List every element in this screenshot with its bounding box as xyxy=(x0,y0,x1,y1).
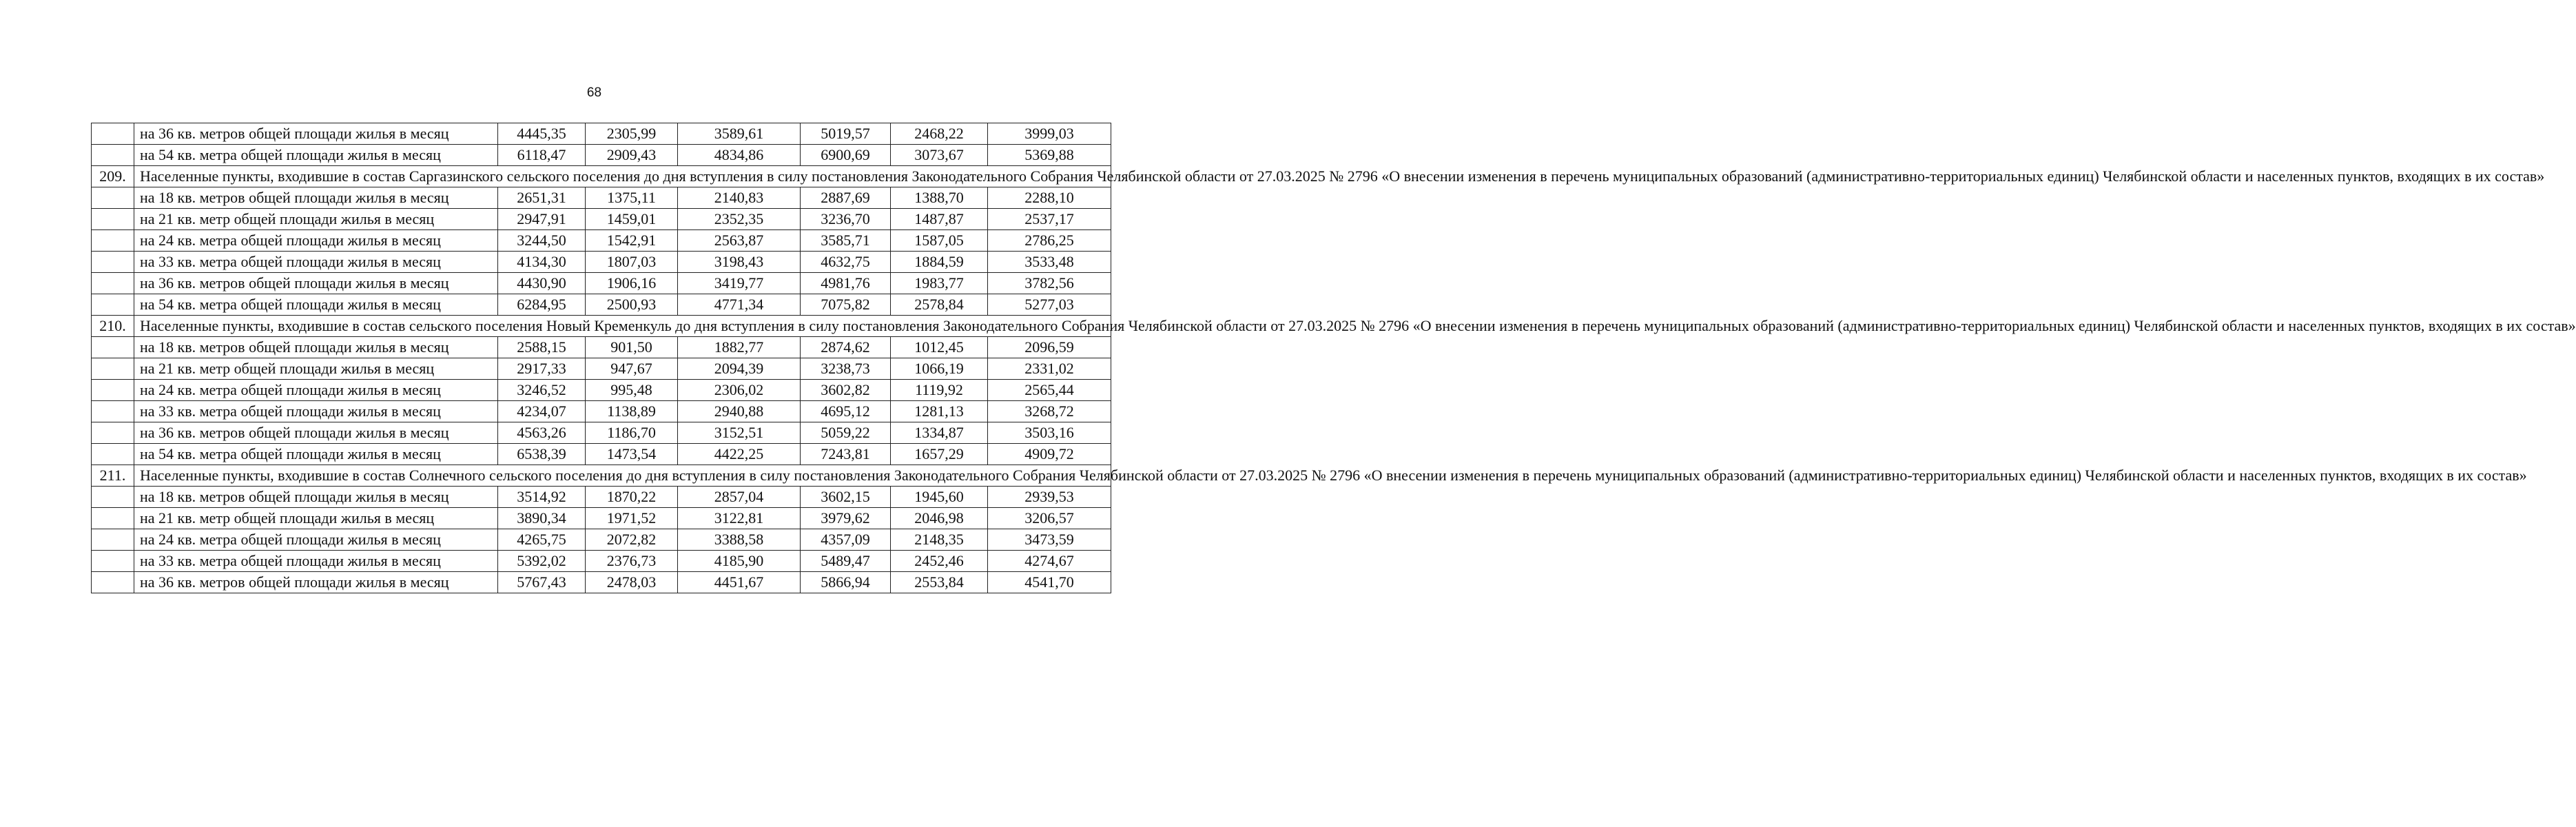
table-row xyxy=(92,487,1111,508)
value-cell: 3206,57 xyxy=(988,508,1111,529)
value-cell: 2563,87 xyxy=(678,230,801,252)
row-label: на 54 кв. метра общей площади жилья в месяц xyxy=(134,294,498,316)
value-cell: 2046,98 xyxy=(891,508,988,529)
value-cell: 1388,70 xyxy=(891,187,988,209)
value-cell: 2352,35 xyxy=(678,209,801,230)
value-cell: 1066,19 xyxy=(891,358,988,380)
table-row xyxy=(92,252,1111,273)
value-cell: 3585,71 xyxy=(801,230,891,252)
value-cell: 5277,03 xyxy=(988,294,1111,316)
value-cell: 3198,43 xyxy=(678,252,801,273)
value-cell: 2947,91 xyxy=(498,209,586,230)
row-label: на 21 кв. метр общей площади жилья в месяц xyxy=(134,209,498,230)
value-cell: 2917,33 xyxy=(498,358,586,380)
value-cell: 2786,25 xyxy=(988,230,1111,252)
value-cell: 5767,43 xyxy=(498,572,586,593)
value-cell: 6900,69 xyxy=(801,145,891,166)
section-number: 209. xyxy=(92,166,134,187)
value-cell: 4451,67 xyxy=(678,572,801,593)
row-number-cell xyxy=(92,187,134,209)
value-cell: 5369,88 xyxy=(988,145,1111,166)
value-cell: 901,50 xyxy=(586,337,678,358)
value-cell: 4632,75 xyxy=(801,252,891,273)
row-label: на 54 кв. метра общей площади жилья в месяц xyxy=(134,145,498,166)
value-cell: 2094,39 xyxy=(678,358,801,380)
row-number-cell xyxy=(92,145,134,166)
value-cell: 4909,72 xyxy=(988,444,1111,465)
value-cell: 1882,77 xyxy=(678,337,801,358)
tariff-table xyxy=(91,123,2576,593)
value-cell: 4430,90 xyxy=(498,273,586,294)
value-cell: 1807,03 xyxy=(586,252,678,273)
value-cell: 1138,89 xyxy=(586,401,678,422)
value-cell: 3503,16 xyxy=(988,422,1111,444)
row-label: на 21 кв. метр общей площади жилья в месяц xyxy=(134,358,498,380)
value-cell: 1281,13 xyxy=(891,401,988,422)
row-number-cell xyxy=(92,444,134,465)
table-row xyxy=(92,551,1111,572)
value-cell: 4274,67 xyxy=(988,551,1111,572)
value-cell: 1587,05 xyxy=(891,230,988,252)
value-cell: 1870,22 xyxy=(586,487,678,508)
value-cell: 4695,12 xyxy=(801,401,891,422)
value-cell: 2331,02 xyxy=(988,358,1111,380)
row-label: на 36 кв. метров общей площади жилья в месяц xyxy=(134,273,498,294)
value-cell: 4134,30 xyxy=(498,252,586,273)
value-cell: 2288,10 xyxy=(988,187,1111,209)
value-cell: 5019,57 xyxy=(801,123,891,145)
section-description: Населенные пункты, входившие в состав Саргазинского сельского поселения до дня вступления в силу постановления Законодательного Собрания Челябинской области от 27.03.2025 № 2796 «О внесении изменения в перечень муниципальных образований (административно-территориальных единиц) Челябинской области и населенных пунктов, входящих в их состав» xyxy=(134,166,1111,187)
value-cell: 7243,81 xyxy=(801,444,891,465)
value-cell: 4185,90 xyxy=(678,551,801,572)
value-cell: 4265,75 xyxy=(498,529,586,551)
row-number-cell xyxy=(92,123,134,145)
table-row xyxy=(92,273,1111,294)
value-cell: 3602,15 xyxy=(801,487,891,508)
row-label: на 36 кв. метров общей площади жилья в месяц xyxy=(134,572,498,593)
row-number-cell xyxy=(92,529,134,551)
value-cell: 1119,92 xyxy=(891,380,988,401)
row-label: на 18 кв. метров общей площади жилья в месяц xyxy=(134,187,498,209)
value-cell: 1657,29 xyxy=(891,444,988,465)
row-label: на 33 кв. метра общей площади жилья в месяц xyxy=(134,551,498,572)
row-label: на 21 кв. метр общей площади жилья в месяц xyxy=(134,508,498,529)
value-cell: 2148,35 xyxy=(891,529,988,551)
value-cell: 4445,35 xyxy=(498,123,586,145)
table-row xyxy=(92,572,1111,593)
value-cell: 4422,25 xyxy=(678,444,801,465)
row-number-cell xyxy=(92,572,134,593)
value-cell: 1906,16 xyxy=(586,273,678,294)
value-cell: 2909,43 xyxy=(586,145,678,166)
value-cell: 3073,67 xyxy=(891,145,988,166)
table-row xyxy=(92,337,1111,358)
value-cell: 3533,48 xyxy=(988,252,1111,273)
value-cell: 3236,70 xyxy=(801,209,891,230)
value-cell: 2452,46 xyxy=(891,551,988,572)
row-label: на 54 кв. метра общей площади жилья в месяц xyxy=(134,444,498,465)
value-cell: 1983,77 xyxy=(891,273,988,294)
section-number: 210. xyxy=(92,316,134,337)
row-number-cell xyxy=(92,358,134,380)
value-cell: 1945,60 xyxy=(891,487,988,508)
row-label: на 18 кв. метров общей площади жилья в месяц xyxy=(134,487,498,508)
page-number: 68 xyxy=(586,85,602,100)
row-number-cell xyxy=(92,422,134,444)
row-label: на 24 кв. метра общей площади жилья в месяц xyxy=(134,529,498,551)
value-cell: 3602,82 xyxy=(801,380,891,401)
value-cell: 2578,84 xyxy=(891,294,988,316)
value-cell: 2072,82 xyxy=(586,529,678,551)
row-number-cell xyxy=(92,508,134,529)
value-cell: 7075,82 xyxy=(801,294,891,316)
value-cell: 5866,94 xyxy=(801,572,891,593)
value-cell: 2478,03 xyxy=(586,572,678,593)
table-row xyxy=(92,230,1111,252)
value-cell: 2887,69 xyxy=(801,187,891,209)
row-number-cell xyxy=(92,401,134,422)
value-cell: 2096,59 xyxy=(988,337,1111,358)
value-cell: 1487,87 xyxy=(891,209,988,230)
row-number-cell xyxy=(92,230,134,252)
value-cell: 2939,53 xyxy=(988,487,1111,508)
value-cell: 1542,91 xyxy=(586,230,678,252)
table-body xyxy=(92,123,2576,593)
value-cell: 3589,61 xyxy=(678,123,801,145)
section-description: Населенные пункты, входившие в состав Солнечного сельского поселения до дня вступления в силу постановления Законодательного Собрания Челябинской области от 27.03.2025 № 2796 «О внесении изменения в перечень муниципальных образований (административно-территориальных единиц) Челябинской области и населенных пунктов, входящих в их состав» xyxy=(134,465,1111,487)
value-cell: 2940,88 xyxy=(678,401,801,422)
row-number-cell xyxy=(92,209,134,230)
table-row xyxy=(92,529,1111,551)
table-row xyxy=(92,508,1111,529)
row-label: на 18 кв. метров общей площади жилья в месяц xyxy=(134,337,498,358)
value-cell: 4771,34 xyxy=(678,294,801,316)
value-cell: 3268,72 xyxy=(988,401,1111,422)
value-cell: 3890,34 xyxy=(498,508,586,529)
value-cell: 947,67 xyxy=(586,358,678,380)
value-cell: 2306,02 xyxy=(678,380,801,401)
row-number-cell xyxy=(92,337,134,358)
value-cell: 1459,01 xyxy=(586,209,678,230)
value-cell: 1473,54 xyxy=(586,444,678,465)
value-cell: 2857,04 xyxy=(678,487,801,508)
value-cell: 5489,47 xyxy=(801,551,891,572)
value-cell: 2500,93 xyxy=(586,294,678,316)
row-number-cell xyxy=(92,380,134,401)
value-cell: 3246,52 xyxy=(498,380,586,401)
value-cell: 2305,99 xyxy=(586,123,678,145)
section-header-row xyxy=(92,465,1111,487)
value-cell: 6118,47 xyxy=(498,145,586,166)
value-cell: 1186,70 xyxy=(586,422,678,444)
value-cell: 1971,52 xyxy=(586,508,678,529)
row-number-cell xyxy=(92,487,134,508)
value-cell: 2651,31 xyxy=(498,187,586,209)
value-cell: 2376,73 xyxy=(586,551,678,572)
value-cell: 1012,45 xyxy=(891,337,988,358)
row-number-cell xyxy=(92,252,134,273)
table-row xyxy=(92,444,1111,465)
row-label: на 33 кв. метра общей площади жилья в месяц xyxy=(134,252,498,273)
value-cell: 2140,83 xyxy=(678,187,801,209)
row-label: на 36 кв. метров общей площади жилья в месяц xyxy=(134,123,498,145)
row-label: на 24 кв. метра общей площади жилья в месяц xyxy=(134,380,498,401)
value-cell: 2874,62 xyxy=(801,337,891,358)
value-cell: 3514,92 xyxy=(498,487,586,508)
value-cell: 5059,22 xyxy=(801,422,891,444)
value-cell: 4541,70 xyxy=(988,572,1111,593)
value-cell: 3238,73 xyxy=(801,358,891,380)
section-header-row xyxy=(92,166,1111,187)
value-cell: 1334,87 xyxy=(891,422,988,444)
row-label: на 24 кв. метра общей площади жилья в месяц xyxy=(134,230,498,252)
table-row xyxy=(92,401,1111,422)
value-cell: 1375,11 xyxy=(586,187,678,209)
table-row xyxy=(92,358,1111,380)
value-cell: 1884,59 xyxy=(891,252,988,273)
value-cell: 3244,50 xyxy=(498,230,586,252)
row-label: на 36 кв. метров общей площади жилья в месяц xyxy=(134,422,498,444)
value-cell: 3782,56 xyxy=(988,273,1111,294)
value-cell: 6538,39 xyxy=(498,444,586,465)
value-cell: 995,48 xyxy=(586,380,678,401)
table-row xyxy=(92,294,1111,316)
value-cell: 4357,09 xyxy=(801,529,891,551)
value-cell: 3388,58 xyxy=(678,529,801,551)
table-row xyxy=(92,209,1111,230)
value-cell: 3122,81 xyxy=(678,508,801,529)
value-cell: 2537,17 xyxy=(988,209,1111,230)
value-cell: 3999,03 xyxy=(988,123,1111,145)
section-description: Населенные пункты, входившие в состав сельского поселения Новый Кременкуль до дня вступления в силу постановления Законодательного Собрания Челябинской области от 27.03.2025 № 2796 «О внесении изменения в перечень муниципальных образований (административно-территориальных единиц) Челябинской области и населенных пунктов, входящих в их состав» xyxy=(134,316,1111,337)
value-cell: 5392,02 xyxy=(498,551,586,572)
row-number-cell xyxy=(92,273,134,294)
value-cell: 2553,84 xyxy=(891,572,988,593)
value-cell: 2565,44 xyxy=(988,380,1111,401)
value-cell: 3152,51 xyxy=(678,422,801,444)
row-number-cell xyxy=(92,551,134,572)
table-row xyxy=(92,123,1111,145)
value-cell: 2468,22 xyxy=(891,123,988,145)
value-cell: 3473,59 xyxy=(988,529,1111,551)
value-cell: 6284,95 xyxy=(498,294,586,316)
section-header-row xyxy=(92,316,1111,337)
value-cell: 2588,15 xyxy=(498,337,586,358)
value-cell: 4834,86 xyxy=(678,145,801,166)
table-row xyxy=(92,187,1111,209)
value-cell: 4234,07 xyxy=(498,401,586,422)
value-cell: 4563,26 xyxy=(498,422,586,444)
table-row xyxy=(92,145,1111,166)
value-cell: 4981,76 xyxy=(801,273,891,294)
row-number-cell xyxy=(92,294,134,316)
row-label: на 33 кв. метра общей площади жилья в месяц xyxy=(134,401,498,422)
section-number: 211. xyxy=(92,465,134,487)
value-cell: 3419,77 xyxy=(678,273,801,294)
value-cell: 3979,62 xyxy=(801,508,891,529)
table-row xyxy=(92,380,1111,401)
table-row xyxy=(92,422,1111,444)
